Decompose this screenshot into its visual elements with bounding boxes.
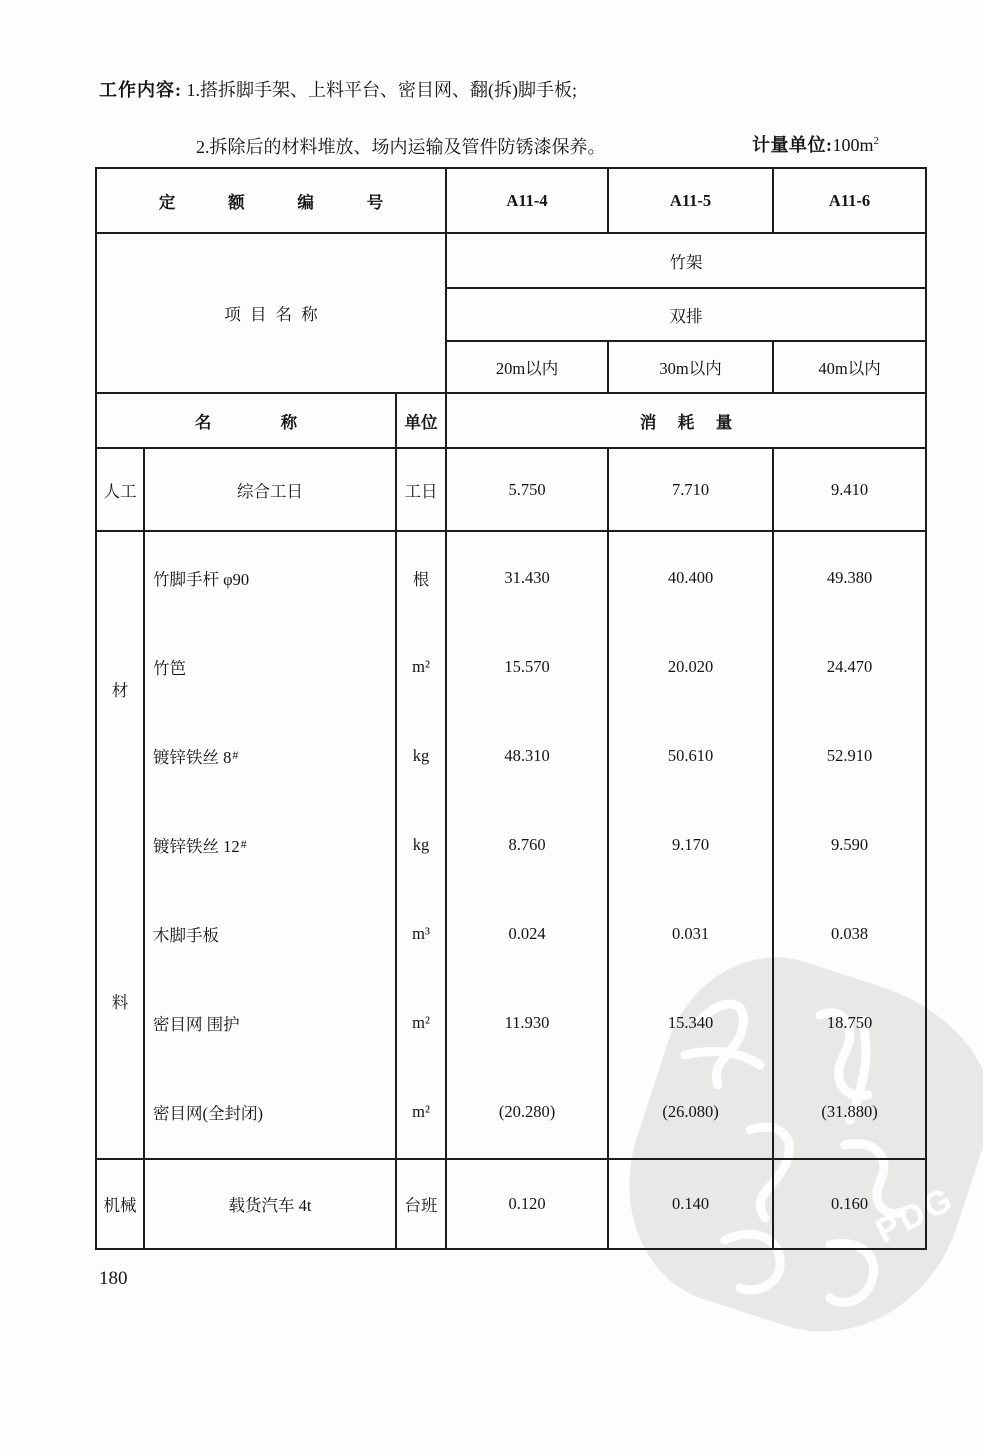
measure-unit-note (752, 131, 879, 157)
table-row-materials (96, 531, 926, 1159)
material-value: 40.400 (667, 567, 714, 587)
material-value: 49.380 (826, 567, 873, 587)
material-value: 0.024 (508, 924, 546, 944)
machinery-unit-cell: 台班 (396, 1159, 446, 1249)
work-content-label: 工作内容: (99, 80, 182, 100)
materials-name-column (144, 531, 396, 1159)
quota-number-header (96, 168, 446, 233)
material-name: 木脚手板 (153, 926, 219, 946)
material-name: 镀锌铁丝 12 # (153, 836, 247, 856)
measure-unit-sup: 2 (873, 135, 880, 147)
materials-unit-column (396, 531, 446, 1159)
watermark-pdg-text: PDG (869, 1179, 961, 1251)
machinery-name-cell: 载货汽车 4t (144, 1159, 396, 1249)
labor-unit-cell: 工日 (396, 448, 446, 531)
materials-category-cell (96, 531, 144, 1159)
material-name: 密目网(全封闭) (153, 1104, 263, 1124)
material-unit: m³ (412, 924, 430, 944)
material-name: 密目网 围护 (153, 1015, 240, 1035)
table-row-column-headers (96, 393, 926, 448)
materials-category-char-1: 材 (111, 681, 129, 700)
material-value: (20.280) (498, 1102, 556, 1122)
quota-code-a11-6: A11-6 (773, 168, 926, 233)
machinery-value-3: 0.160 (773, 1159, 926, 1249)
table-row-frame-type (96, 233, 926, 288)
height-20m-cell: 20m以内 (446, 341, 608, 393)
material-value: (31.880) (821, 1102, 878, 1122)
material-unit: kg (412, 745, 430, 765)
material-value: 15.570 (504, 656, 550, 676)
quota-code-a11-4: A11-4 (446, 168, 608, 233)
material-name: 竹笆 (153, 658, 186, 678)
material-value: 0.038 (830, 924, 869, 944)
quota-number-label: 定额编号 (158, 192, 437, 212)
work-content-line1 (99, 76, 577, 102)
material-unit: m² (412, 1013, 430, 1033)
material-value: 52.910 (826, 745, 873, 765)
labor-category-cell: 人工 (96, 448, 144, 531)
measure-unit-value: 100m (832, 135, 874, 155)
project-name-header (96, 233, 446, 393)
material-unit: m² (412, 1102, 430, 1122)
work-content-item1: 1.搭拆脚手架、上料平台、密目网、翻(拆)脚手板; (186, 80, 577, 100)
material-value: 24.470 (826, 656, 873, 676)
material-value: 9.170 (671, 834, 710, 854)
machinery-value-1: 0.120 (446, 1159, 608, 1249)
labor-name-cell: 综合工日 (144, 448, 396, 531)
quota-code-a11-5: A11-5 (608, 168, 773, 233)
height-40m-cell: 40m以内 (773, 341, 926, 393)
material-value: 31.430 (504, 567, 550, 587)
material-value: 8.760 (508, 834, 546, 854)
material-value: 20.020 (667, 656, 714, 676)
table-row-quota-codes (96, 168, 926, 233)
labor-value-1: 5.750 (446, 448, 608, 531)
material-name: 镀锌铁丝 8 # (153, 747, 239, 767)
material-name: 竹脚手杆 φ90 (153, 569, 250, 589)
material-unit: kg (412, 834, 430, 854)
material-value: 9.590 (830, 834, 869, 854)
page-number: 180 (99, 1268, 128, 1289)
materials-values-a11-6 (773, 531, 926, 1159)
material-value: 11.930 (504, 1013, 550, 1033)
machinery-category-cell: 机械 (96, 1159, 144, 1249)
machinery-value-2: 0.140 (608, 1159, 773, 1249)
measure-unit-label: 计量单位: (752, 135, 833, 155)
material-unit: m² (412, 656, 430, 676)
material-value: (26.080) (662, 1102, 719, 1122)
height-30m-cell: 30m以内 (608, 341, 773, 393)
quota-table (95, 167, 927, 1250)
materials-values-a11-4 (446, 531, 608, 1159)
project-name-label: 项目名称 (224, 305, 327, 324)
material-value: 18.750 (826, 1013, 873, 1033)
labor-value-3: 9.410 (773, 448, 926, 531)
materials-values-a11-5 (608, 531, 773, 1159)
table-row-machinery (96, 1159, 926, 1249)
material-unit: 根 (412, 569, 430, 589)
materials-category-char-2: 料 (111, 993, 129, 1012)
material-value: 50.610 (667, 745, 714, 765)
consumption-column-header: 消耗量 (446, 393, 926, 448)
frame-type-cell: 竹架 (446, 233, 926, 288)
work-content-line2: 2.拆除后的材料堆放、场内运输及管件防锈漆保养。 (196, 137, 606, 157)
labor-value-2: 7.710 (608, 448, 773, 531)
table-row-labor (96, 448, 926, 531)
material-value: 0.031 (671, 924, 710, 944)
material-value: 48.310 (504, 745, 550, 765)
material-value: 15.340 (667, 1013, 714, 1033)
name-column-header: 名称 (96, 393, 396, 448)
row-type-cell: 双排 (446, 288, 926, 341)
unit-column-header: 单位 (396, 393, 446, 448)
